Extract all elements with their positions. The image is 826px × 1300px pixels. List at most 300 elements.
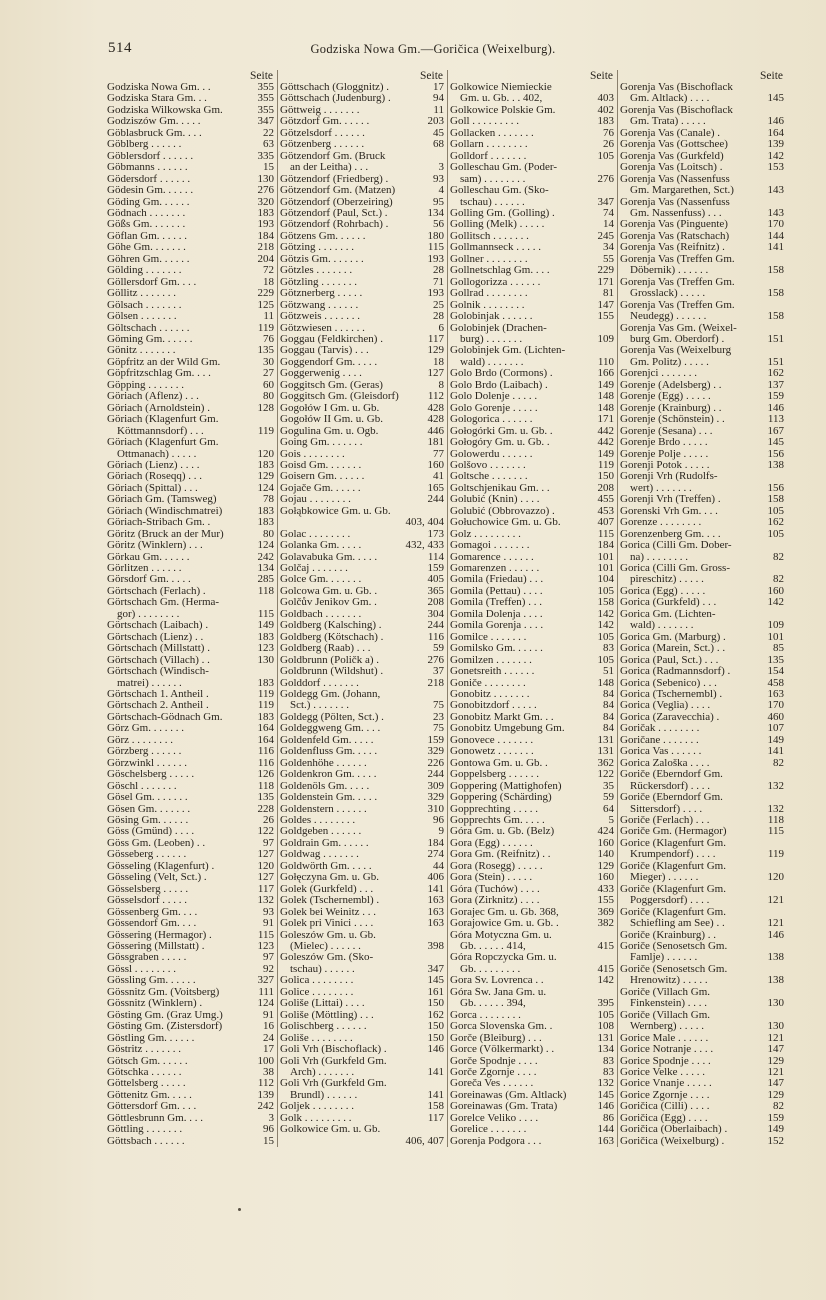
dot-leader bbox=[209, 689, 257, 700]
entry-name: Golavabuka Gm. . . . . bbox=[280, 551, 378, 563]
entry-page-number bbox=[783, 254, 784, 265]
index-entry bbox=[450, 632, 614, 643]
index-entry bbox=[450, 277, 614, 288]
entry-name: Godziska Wilkowska Gm. bbox=[107, 104, 223, 116]
entry-name: Gonobitz Markt Gm. . . bbox=[450, 711, 554, 723]
index-entry bbox=[450, 449, 614, 460]
entry-name: Göriach (Roseqq) . . . bbox=[107, 471, 203, 483]
column-heading: Seite bbox=[250, 70, 273, 82]
index-entry bbox=[620, 540, 784, 551]
entry-page-number bbox=[783, 792, 784, 803]
entry-name: Göss Gm. (Leoben) . . bbox=[107, 837, 206, 849]
entry-name: Goriče (Klagenfurt Gm. bbox=[620, 860, 726, 872]
entry-name: Goričak . . . . . . . . bbox=[620, 723, 700, 735]
entry-name: Gorica Zaloška . . . . bbox=[620, 757, 710, 769]
index-entry bbox=[620, 323, 784, 334]
index-entry bbox=[620, 1056, 784, 1067]
entry-name: Golo Brdo (Laibach) . bbox=[450, 379, 548, 391]
entry-name: Gössling Gm. . . . . . bbox=[107, 975, 196, 987]
entry-page-number: 161 bbox=[427, 986, 444, 998]
index-entry bbox=[280, 838, 444, 849]
entry-name: Goliše . . . . . . . . bbox=[280, 1032, 353, 1044]
dot-leader bbox=[194, 1033, 262, 1044]
index-entry bbox=[450, 483, 614, 494]
entry-page-number: 8 bbox=[438, 379, 444, 391]
index-entry bbox=[107, 1136, 274, 1147]
entry-page-number: 115 bbox=[257, 608, 274, 620]
entry-page-number: 144 bbox=[597, 1124, 614, 1136]
entry-page-number: 164 bbox=[257, 734, 274, 746]
index-entry bbox=[450, 712, 614, 723]
dot-leader bbox=[196, 975, 257, 986]
entry-name: Göblersdorf . . . . . . bbox=[107, 150, 194, 162]
entry-name: tschau) . . . . . . bbox=[460, 196, 525, 208]
index-entry bbox=[620, 277, 784, 288]
index-entry bbox=[280, 185, 444, 196]
index-entry bbox=[620, 838, 784, 849]
entry-name: Gösen Gm. . . . . . . bbox=[107, 803, 191, 815]
entry-name: Gorče Zgornje . . . . bbox=[450, 1066, 537, 1078]
entry-name: Gösseling (Velt, Sct.) . bbox=[107, 872, 207, 884]
dot-leader bbox=[353, 975, 426, 986]
index-entry bbox=[280, 597, 444, 608]
dot-leader bbox=[735, 300, 783, 311]
entry-page-number: 347 bbox=[597, 196, 614, 208]
entry-name: wert) . . . . . . . bbox=[630, 482, 692, 494]
entry-page-number: 26 bbox=[263, 815, 274, 826]
index-entry bbox=[620, 1101, 784, 1112]
dot-leader bbox=[519, 116, 596, 127]
dot-leader bbox=[536, 1067, 602, 1078]
entry-name: Göblasbruck Gm. . . . bbox=[107, 127, 202, 139]
index-entry bbox=[107, 288, 274, 299]
entry-page-number: 304 bbox=[427, 608, 444, 620]
entry-page-number: 145 bbox=[597, 1089, 614, 1101]
index-entry bbox=[280, 323, 444, 334]
index-entry bbox=[107, 952, 274, 963]
entry-name: Goriče (Eberndorf Gm. bbox=[620, 769, 723, 781]
dot-leader bbox=[697, 368, 767, 379]
index-entry bbox=[107, 597, 274, 608]
dot-leader bbox=[222, 506, 256, 517]
entry-name: Gorenja Vas (Nassenfuss bbox=[620, 173, 730, 185]
entry-page-number: 59 bbox=[603, 792, 614, 804]
index-entry bbox=[280, 1056, 444, 1067]
entry-name: Gorice Male . . . . . . bbox=[620, 1032, 709, 1044]
dot-leader bbox=[206, 586, 257, 597]
entry-page-number: 159 bbox=[427, 563, 444, 575]
entry-name: Gösting Gm. (Zistersdorf) bbox=[107, 1021, 223, 1033]
entry-page-number: 132 bbox=[767, 780, 784, 792]
entry-name: Gora Sv. Lovrenca . . bbox=[450, 975, 544, 987]
dot-leader bbox=[383, 414, 427, 425]
entry-page-number: 142 bbox=[597, 608, 614, 620]
index-entry-continuation bbox=[620, 804, 784, 815]
dot-leader bbox=[362, 368, 427, 379]
entry-page-number: 203 bbox=[427, 116, 444, 128]
index-entry bbox=[450, 494, 614, 505]
entry-name: Görzberg . . . . . . bbox=[107, 746, 182, 758]
entry-page-number: 141 bbox=[427, 1089, 444, 1101]
entry-name: Gorenja Podgora . . . bbox=[450, 1135, 542, 1147]
dot-leader bbox=[365, 998, 427, 1009]
entry-name: Göschelsberg . . . . . bbox=[107, 769, 195, 781]
entry-name: Golica . . . . . . . . bbox=[280, 975, 354, 987]
entry-page-number bbox=[783, 277, 784, 288]
dot-leader bbox=[388, 174, 432, 185]
entry-page-number: 26 bbox=[603, 139, 614, 151]
entry-page-number: 204 bbox=[257, 253, 274, 265]
dot-leader bbox=[553, 426, 597, 437]
dot-leader bbox=[698, 872, 766, 883]
dot-leader bbox=[182, 678, 257, 689]
index-entry bbox=[620, 609, 784, 620]
dot-leader bbox=[211, 82, 257, 93]
dot-leader bbox=[548, 380, 597, 391]
entry-page-number: 37 bbox=[433, 666, 444, 678]
entry-page-number: 193 bbox=[427, 253, 444, 265]
index-entry bbox=[450, 128, 614, 139]
entry-page-number: 97 bbox=[263, 837, 274, 849]
index-entry-continuation bbox=[280, 964, 444, 975]
index-columns bbox=[107, 70, 787, 1147]
entry-page-number: 105 bbox=[597, 150, 614, 162]
dot-leader bbox=[722, 208, 767, 219]
entry-page-number: 96 bbox=[263, 1124, 274, 1136]
column-heading: Seite bbox=[760, 70, 783, 82]
dot-leader bbox=[382, 620, 427, 631]
entry-name: Göstritz . . . . . . . bbox=[107, 1044, 181, 1056]
entry-name: Gomila Dolenja . . . . bbox=[450, 608, 543, 620]
entry-page-number: 44 bbox=[433, 860, 444, 872]
dot-leader bbox=[193, 151, 256, 162]
entry-page-number: 138 bbox=[767, 975, 784, 987]
dot-leader bbox=[726, 861, 783, 872]
entry-name: Golleschau Gm. (Sko- bbox=[450, 185, 549, 197]
index-entry bbox=[280, 357, 444, 368]
entry-name: Götzweis . . . . . . . bbox=[280, 311, 361, 323]
entry-name: Goggau (Tarvis) . . . bbox=[280, 345, 369, 357]
entry-name: Gojau . . . . . . . . bbox=[280, 494, 351, 506]
entry-name: Gopprechting . . . . . bbox=[450, 803, 538, 815]
dot-leader bbox=[724, 151, 767, 162]
entry-name: Golling (Melk) . . . . . bbox=[450, 219, 545, 231]
dot-leader bbox=[521, 1010, 597, 1021]
dot-leader bbox=[367, 804, 427, 815]
entry-page-number: 75 bbox=[433, 723, 444, 735]
entry-page-number: 23 bbox=[433, 711, 444, 723]
entry-page-number: 138 bbox=[767, 459, 784, 471]
entry-name: Goljek . . . . . . . . bbox=[280, 1101, 354, 1113]
index-entry-continuation bbox=[620, 208, 784, 219]
index-entry-continuation bbox=[450, 941, 614, 952]
dot-leader bbox=[209, 666, 273, 677]
dot-leader bbox=[538, 1113, 602, 1124]
index-entry bbox=[450, 792, 614, 803]
entry-page-number: 242 bbox=[257, 1101, 274, 1113]
entry-name: Gorenja Vas (Weixelburg bbox=[620, 345, 732, 357]
index-entry bbox=[280, 471, 444, 482]
entry-page-number bbox=[613, 987, 614, 998]
entry-name: Göltschach . . . . . . bbox=[107, 322, 190, 334]
dot-leader bbox=[540, 494, 597, 505]
index-entry bbox=[280, 1078, 444, 1089]
entry-name: Goričica (Egg) . . . . bbox=[620, 1112, 708, 1124]
index-entry bbox=[450, 666, 614, 677]
entry-page-number: 3 bbox=[438, 162, 444, 174]
entry-page-number: 146 bbox=[597, 1101, 614, 1113]
index-entry bbox=[450, 643, 614, 654]
index-entry bbox=[450, 758, 614, 769]
index-entry bbox=[620, 884, 784, 895]
dot-leader bbox=[354, 1067, 426, 1078]
entry-page-number: 17 bbox=[263, 1044, 274, 1056]
entry-page-number bbox=[783, 609, 784, 620]
entry-page-number: 183 bbox=[257, 631, 274, 643]
index-entry bbox=[107, 884, 274, 895]
entry-name: Goli Vrh (Gurkfeld Gm. bbox=[280, 1078, 387, 1090]
entry-name: Gorenja Vas (Nassenfuss bbox=[620, 196, 730, 208]
entry-page-number: 3 bbox=[268, 1112, 274, 1124]
dot-leader bbox=[200, 460, 257, 471]
entry-name: Gösting Gm. (Graz Umg.) bbox=[107, 1009, 223, 1021]
dot-leader bbox=[709, 895, 766, 906]
dot-leader bbox=[710, 815, 767, 826]
dot-leader bbox=[537, 700, 602, 711]
entry-list bbox=[107, 82, 274, 1147]
dot-leader bbox=[219, 437, 274, 448]
dot-leader bbox=[182, 265, 262, 276]
index-entry bbox=[620, 1136, 784, 1147]
dot-leader bbox=[554, 1044, 596, 1055]
index-entry bbox=[280, 1021, 444, 1032]
entry-name: Goričica (Cilli) . . . . bbox=[620, 1101, 710, 1113]
entry-page-number: 226 bbox=[427, 757, 444, 769]
dot-leader bbox=[193, 334, 262, 345]
dot-leader bbox=[712, 1078, 767, 1089]
index-entry-continuation bbox=[280, 700, 444, 711]
index-entry bbox=[450, 242, 614, 253]
dot-leader bbox=[552, 792, 602, 803]
index-entry bbox=[280, 655, 444, 666]
entry-page-number bbox=[443, 952, 444, 963]
entry-page-number: 11 bbox=[263, 311, 274, 323]
entry-name: Goggerwenig . . . . bbox=[280, 368, 362, 380]
index-entry bbox=[107, 483, 274, 494]
entry-page-number: 123 bbox=[257, 643, 274, 655]
index-entry bbox=[450, 975, 614, 986]
entry-name: Gm. Politz) . . . . . bbox=[630, 356, 709, 368]
entry-page-number: 274 bbox=[427, 849, 444, 861]
index-entry bbox=[280, 311, 444, 322]
entry-page-number: 101 bbox=[597, 551, 614, 563]
index-entry bbox=[450, 345, 614, 356]
dot-leader bbox=[543, 620, 596, 631]
entry-page-number: 121 bbox=[767, 1066, 784, 1078]
entry-page-number: 432, 433 bbox=[405, 540, 444, 552]
index-entry-continuation bbox=[620, 895, 784, 906]
entry-name: Gonobitz Umgebung Gm. bbox=[450, 723, 565, 735]
entry-name: Gomila Gorenja . . . . bbox=[450, 620, 544, 632]
entry-page-number: 4 bbox=[438, 185, 444, 197]
entry-name: Godziska Stara Gm. . . bbox=[107, 93, 207, 105]
dot-leader bbox=[379, 895, 426, 906]
index-entry bbox=[280, 116, 444, 127]
dot-leader bbox=[353, 987, 426, 998]
entry-name: Götzis Gm. . . . . . . bbox=[280, 253, 364, 265]
index-entry bbox=[450, 208, 614, 219]
index-entry bbox=[107, 964, 274, 975]
entry-name: Goriče (Klagenfurt Gm. bbox=[620, 906, 726, 918]
index-entry-continuation bbox=[620, 998, 784, 1009]
entry-name: Golubić (Obbrovazzo) . bbox=[450, 505, 555, 517]
index-entry bbox=[107, 666, 274, 677]
entry-name: Götzing . . . . . . . bbox=[280, 242, 354, 254]
entry-name: Gössnitz (Winklern) . bbox=[107, 998, 203, 1010]
entry-page-number: 11 bbox=[433, 104, 444, 116]
entry-name: Golice . . . . . . . . bbox=[280, 986, 354, 998]
dot-leader bbox=[726, 632, 767, 643]
entry-page-number: 80 bbox=[263, 528, 274, 540]
index-entry bbox=[450, 849, 614, 860]
index-entry bbox=[107, 277, 274, 288]
entry-name: Goleszów Gm. (Sko- bbox=[280, 952, 374, 964]
index-entry bbox=[107, 300, 274, 311]
entry-name: Gontowa Gm. u. Gb. . bbox=[450, 757, 548, 769]
entry-page-number: 156 bbox=[767, 448, 784, 460]
entry-name: Goppering (Schärding) bbox=[450, 792, 552, 804]
entry-name: Gössl . . . . . . . . bbox=[107, 963, 177, 975]
entry-name: pireschitz) . . . . . bbox=[630, 574, 704, 586]
dot-leader bbox=[179, 609, 257, 620]
entry-name: Gorca . . . . . . . . bbox=[450, 1009, 521, 1021]
dot-leader bbox=[352, 265, 432, 276]
entry-name: Goreinawas (Gm. Altlack) bbox=[450, 1089, 567, 1101]
entry-page-number: 276 bbox=[257, 185, 274, 197]
entry-page-number: 149 bbox=[767, 734, 784, 746]
dot-leader bbox=[526, 998, 597, 1009]
entry-page-number bbox=[783, 197, 784, 208]
entry-name: Golek (Tschernembl) . bbox=[280, 895, 380, 907]
dot-leader bbox=[529, 231, 597, 242]
index-entry bbox=[280, 265, 444, 276]
entry-name: Gössendorf Gm. . . . bbox=[107, 918, 197, 930]
index-entry bbox=[107, 311, 274, 322]
index-entry bbox=[450, 1078, 614, 1089]
entry-page-number: 119 bbox=[597, 459, 614, 471]
dot-leader bbox=[210, 403, 257, 414]
index-entry bbox=[107, 185, 274, 196]
index-entry bbox=[450, 185, 614, 196]
index-entry bbox=[280, 735, 444, 746]
dot-leader bbox=[220, 357, 262, 368]
dot-leader bbox=[730, 563, 783, 574]
index-entry bbox=[450, 300, 614, 311]
entry-page-number: 28 bbox=[433, 265, 444, 277]
index-entry bbox=[280, 1033, 444, 1044]
dot-leader bbox=[391, 93, 432, 104]
entry-page-number: 96 bbox=[433, 815, 444, 826]
entry-page-number bbox=[783, 300, 784, 311]
entry-page-number: 310 bbox=[427, 803, 444, 815]
index-entry bbox=[280, 792, 444, 803]
index-entry bbox=[280, 174, 444, 185]
entry-name: Gora (Stein) . . . . . bbox=[450, 872, 533, 884]
entry-page-number: 104 bbox=[597, 574, 614, 586]
entry-page-number: 95 bbox=[433, 196, 444, 208]
dot-leader bbox=[708, 265, 766, 276]
entry-page-number: 55 bbox=[603, 253, 614, 265]
entry-page-number: 74 bbox=[603, 207, 614, 219]
entry-page-number: 127 bbox=[257, 872, 274, 884]
index-entry-continuation bbox=[620, 952, 784, 963]
entry-name: Gb. . . . . . 394, bbox=[460, 998, 526, 1010]
entry-name: matrei) . . . . . . bbox=[117, 677, 182, 689]
dot-leader bbox=[710, 987, 783, 998]
index-entry bbox=[620, 414, 784, 425]
entry-page-number: 129 bbox=[597, 860, 614, 872]
dot-leader bbox=[525, 174, 596, 185]
entry-name: Krumpendorf) . . . . bbox=[630, 849, 716, 861]
dot-leader bbox=[188, 792, 257, 803]
entry-name: Gorče (Bleiburg) . . . bbox=[450, 1032, 542, 1044]
index-entry-continuation bbox=[280, 941, 444, 952]
entry-name: Götzendorf Gm. (Matzen) bbox=[280, 185, 396, 197]
index-entry bbox=[620, 471, 784, 482]
dot-leader bbox=[711, 391, 767, 402]
dot-leader bbox=[369, 838, 427, 849]
dot-leader bbox=[194, 769, 256, 780]
entry-name: Goggendorf Gm. . . . . bbox=[280, 356, 378, 368]
index-entry-continuation bbox=[620, 872, 784, 883]
entry-page-number: 158 bbox=[427, 1101, 444, 1113]
entry-page-number: 83 bbox=[603, 1066, 614, 1078]
dot-leader bbox=[387, 1044, 427, 1055]
entry-page-number: 309 bbox=[427, 780, 444, 792]
entry-page-number: 15 bbox=[263, 1135, 274, 1147]
index-entry bbox=[450, 838, 614, 849]
dot-leader bbox=[733, 82, 783, 93]
entry-name: Goliše (Möttling) . . . bbox=[280, 1009, 374, 1021]
entry-name: Goriče (Krainburg) . . bbox=[620, 929, 717, 941]
dot-leader bbox=[708, 975, 767, 986]
index-entry bbox=[450, 700, 614, 711]
index-entry bbox=[107, 1021, 274, 1032]
index-entry bbox=[450, 426, 614, 437]
dot-leader bbox=[725, 918, 767, 929]
dot-leader bbox=[555, 506, 597, 517]
entry-page-number: 453 bbox=[597, 505, 614, 517]
dot-leader bbox=[369, 781, 426, 792]
index-entry bbox=[450, 1136, 614, 1147]
entry-list bbox=[280, 82, 444, 1147]
index-entry-continuation bbox=[450, 197, 614, 208]
entry-page-number: 149 bbox=[257, 620, 274, 632]
index-entry bbox=[620, 930, 784, 941]
entry-name: Ottmanach) . . . . . bbox=[117, 448, 197, 460]
entry-name: Gopprechts Gm. . . . . bbox=[450, 815, 545, 826]
entry-name: gor) . . . . . . . . bbox=[117, 608, 180, 620]
entry-page-number: 170 bbox=[767, 700, 784, 712]
dot-leader bbox=[377, 769, 427, 780]
dot-leader bbox=[187, 758, 257, 769]
dot-leader bbox=[718, 506, 767, 517]
entry-name: Gorenja Vas (Bischoflack bbox=[620, 82, 733, 93]
dot-leader bbox=[710, 460, 767, 471]
entry-name: Gösselsdorf . . . . . bbox=[107, 895, 188, 907]
entry-name: wald) . . . . . . . bbox=[630, 620, 694, 632]
entry-page-number: 105 bbox=[767, 528, 784, 540]
